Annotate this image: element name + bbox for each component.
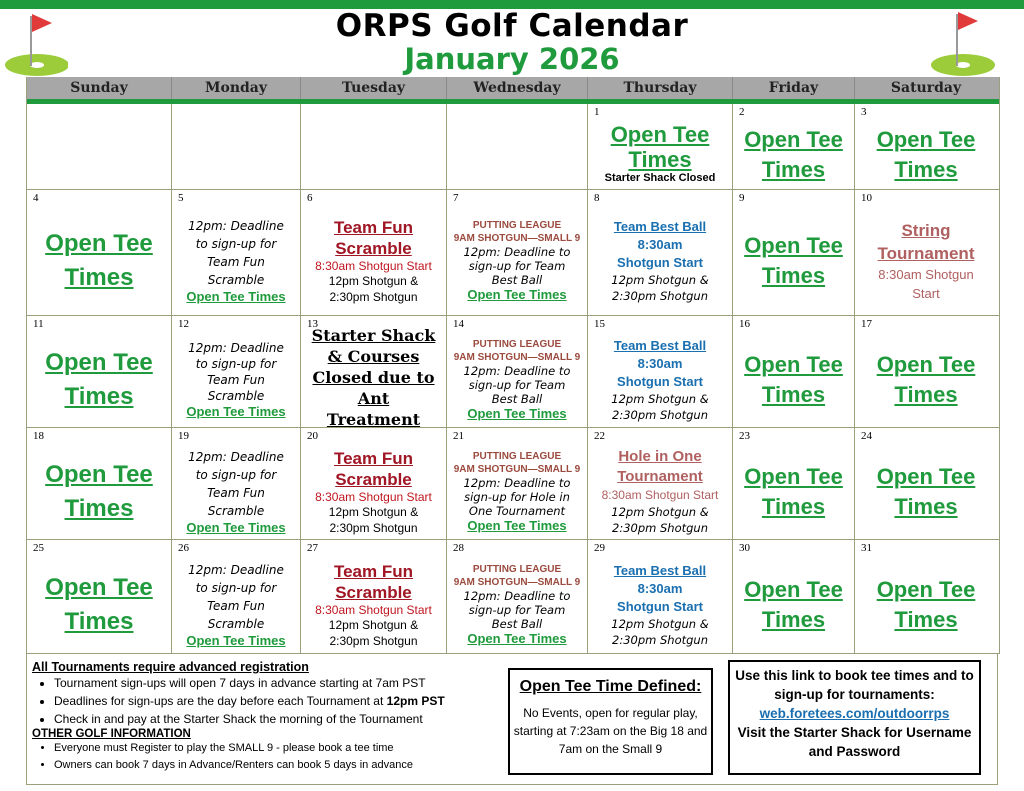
event-extra: 12pm Shotgun & 2:30pm Shotgun [611,616,709,647]
booking-link[interactable]: web.foretees.com/outdoorrps [759,706,950,721]
week-row [27,316,999,428]
open-tee-times-link[interactable]: Open Tee Times [186,520,286,535]
day-number: 17 [861,318,872,330]
day-number: 5 [178,192,184,204]
deadline-text: 12pm: Deadline to sign-up for Team Fun Scramble [188,219,284,287]
day-number: 28 [453,542,464,554]
deadline-text: 12pm: Deadline to sign-up for Team Fun Scramble [188,450,284,518]
calendar-grid [26,77,1000,654]
day-number: 25 [33,542,44,554]
open-tee-times-link[interactable]: Open Tee Times [876,351,976,407]
event-title[interactable]: Team Fun Scramble [333,561,414,602]
event-start: 8:30am Shotgun Start [601,488,719,502]
day-number: 18 [33,430,44,442]
day-cell [733,316,855,427]
event-title[interactable]: Team Best Ball [613,218,707,234]
day-cell [27,316,172,427]
day-cell [733,540,855,653]
day-cell [301,316,447,427]
day-cell [172,316,301,427]
day-number: 12 [178,318,189,330]
weekday-header [27,77,999,99]
weekday-saturday: Saturday [890,80,962,96]
weekday-tuesday: Tuesday [301,77,447,99]
day-cell [301,540,447,653]
open-tee-times-link[interactable]: Open Tee Times [45,229,153,291]
day-cell [447,316,588,427]
deadline-text: 12pm: Deadline to sign-up for Team Best Ball [463,589,571,631]
day-cell [855,540,997,653]
open-tee-defined-box [508,668,713,775]
calendar-title: ORPS Golf Calendar [335,8,689,44]
day-number: 10 [861,192,872,204]
day-cell [855,428,997,539]
day-cell [447,190,588,315]
day-cell [172,428,301,539]
day-number: 29 [594,542,605,554]
event-start: 8:30am Shotgun Start [878,266,974,301]
info-item-text: Deadlines for sign-ups are the day before each Tournament at [54,694,387,708]
day-cell [301,428,447,539]
putting-league-time: 9AM SHOTGUN—SMALL 9 [453,233,581,244]
day-cell [27,540,172,653]
calendar-month: January 2026 [404,42,620,76]
putting-league: PUTTING LEAGUE [472,339,562,350]
open-tee-times-link[interactable]: Open Tee Times [467,631,567,646]
closure-notice: Starter Shack & Courses Closed due to Ant Treatment [311,326,436,427]
day-number: 14 [453,318,464,330]
info-item: • Everyone must Register to play the SMALL 9 - please book a tee time [54,740,512,757]
event-extra: 12pm Shotgun & 2:30pm Shotgun [611,505,709,535]
day-cell [855,316,997,427]
day-number: 16 [739,318,750,330]
open-tee-times-link[interactable]: Open Tee Times [467,287,567,302]
open-tee-times-link[interactable]: Open Tee Times [744,126,843,182]
day-number: 6 [307,192,313,204]
event-title[interactable]: Team Fun Scramble [333,448,414,489]
day-cell [733,190,855,315]
open-tee-times-link[interactable]: Open Tee Times [45,573,153,635]
event-title[interactable]: Hole in One Tournament [617,448,703,485]
day-number: 21 [453,430,464,442]
day-cell [172,190,301,315]
deadline-text: 12pm: Deadline to sign-up for Team Best Ball [463,245,571,287]
event-start: 8:30am Shotgun Start [315,489,432,504]
info-item: • Owners can book 7 days in Advance/Renters can book 5 days in advance [54,757,512,774]
event-extra: 12pm Shotgun & 2:30pm Shotgun [328,504,419,535]
day-number: 3 [861,106,867,118]
day-number: 13 [307,318,318,330]
day-number: 11 [33,318,44,330]
day-cell [27,428,172,539]
tournament-info [32,660,512,774]
week-row [27,104,999,190]
open-tee-times-link[interactable]: Open Tee Times [186,633,286,648]
day-note: Starter Shack Closed [604,171,716,184]
day-cell [855,104,997,189]
open-tee-times-link[interactable]: Open Tee Times [45,460,153,522]
open-tee-times-link[interactable]: Open Tee Times [876,126,976,182]
day-number: 4 [33,192,39,204]
open-tee-times-link[interactable]: Open Tee Times [610,121,710,172]
event-start: 8:30am Shotgun Start [617,355,703,389]
event-start: 8:30am Shotgun Start [315,602,432,617]
day-cell [733,104,855,189]
day-cell [447,428,588,539]
deadline-text: 12pm: Deadline to sign-up for Team Fun Scramble [188,341,284,403]
day-number: 1 [594,106,600,118]
event-extra: 12pm Shotgun & 2:30pm Shotgun [611,391,709,422]
weekday-friday: Friday [733,77,855,99]
defined-title: Open Tee Time Defined: [519,678,702,695]
weekday-wednesday: Wednesday [447,77,588,99]
putting-league-time: 9AM SHOTGUN—SMALL 9 [453,464,581,475]
info-item: • Tournament sign-ups will open 7 days in advance starting at 7am PST [54,674,512,692]
day-cell [588,104,733,189]
day-number: 26 [178,542,189,554]
day-cell [588,190,733,315]
day-cell-empty [301,104,447,189]
day-number: 19 [178,430,189,442]
day-number: 8 [594,192,600,204]
day-cell [447,540,588,653]
day-cell [588,316,733,427]
day-number: 27 [307,542,318,554]
week-row [27,428,999,540]
event-title[interactable]: Team Best Ball [613,337,707,353]
open-tee-times-link[interactable]: Open Tee Times [744,351,843,407]
open-tee-times-link[interactable]: Open Tee Times [876,463,976,519]
weekday-sunday: Sunday [27,77,172,99]
day-cell-empty [447,104,588,189]
day-cell [27,190,172,315]
info-heading: All Tournaments require advanced registration [32,660,309,674]
putting-league: PUTTING LEAGUE [472,451,562,462]
info-item-bold: 12pm PST [386,694,445,708]
open-tee-times-link[interactable]: Open Tee Times [467,406,567,421]
putting-league: PUTTING LEAGUE [472,220,562,231]
weekday-thursday: Thursday [588,77,733,99]
event-start: 8:30am Shotgun Start [617,580,703,614]
event-extra: 12pm Shotgun & 2:30pm Shotgun [328,617,419,648]
day-cell [855,190,997,315]
open-tee-times-link[interactable]: Open Tee Times [186,404,286,419]
day-number: 15 [594,318,605,330]
day-number: 31 [861,542,872,554]
event-start: 8:30am Shotgun Start [617,236,703,270]
booking-box [728,660,981,775]
day-number: 7 [453,192,459,204]
day-cell [301,190,447,315]
event-extra: 12pm Shotgun & 2:30pm Shotgun [611,272,709,303]
open-tee-times-link[interactable]: Open Tee Times [744,463,843,519]
day-number: 22 [594,430,605,442]
day-number: 30 [739,542,750,554]
event-extra: 12pm Shotgun & 2:30pm Shotgun [328,273,419,304]
info-panel [26,654,998,785]
info-item [54,692,512,710]
open-tee-times-link[interactable]: Open Tee Times [467,518,567,533]
putting-league-time: 9AM SHOTGUN—SMALL 9 [453,352,581,363]
deadline-text: 12pm: Deadline to sign-up for Team Best Ball [463,364,571,406]
day-number: 2 [739,106,745,118]
deadline-text: 12pm: Deadline to sign-up for Team Fun Scramble [188,563,284,631]
week-row [27,190,999,316]
open-tee-times-link[interactable]: Open Tee Times [744,576,843,632]
day-number: 9 [739,192,745,204]
weekday-monday: Monday [172,77,301,99]
open-tee-times-link[interactable]: Open Tee Times [744,232,843,288]
day-cell-empty [27,104,172,189]
event-start: 8:30am Shotgun Start [315,258,432,273]
putting-league: PUTTING LEAGUE [472,564,562,575]
booking-note: Visit the Starter Shack for Username and Password [737,725,972,759]
open-tee-times-link[interactable]: Open Tee Times [45,348,153,410]
defined-body: No Events, open for regular play, starting at 7:23am on the Big 18 and 7am on the Small 9 [513,706,708,756]
booking-text: Use this link to book tee times and to sign-up for tournaments: [735,668,974,702]
day-cell [588,540,733,653]
info-heading: OTHER GOLF INFORMATION [32,728,191,740]
event-title[interactable]: Team Best Ball [613,562,707,578]
week-row [27,540,999,654]
putting-league-time: 9AM SHOTGUN—SMALL 9 [453,577,581,588]
day-number: 24 [861,430,872,442]
day-number: 23 [739,430,750,442]
event-title[interactable]: String Tournament [877,220,975,263]
day-cell [172,540,301,653]
day-cell [588,428,733,539]
open-tee-times-link[interactable]: Open Tee Times [876,576,976,632]
deadline-text: 12pm: Deadline to sign-up for Hole in One Tournament [463,476,571,518]
info-item: • Check in and pay at the Starter Shack the morning of the Tournament [54,710,512,728]
day-cell [733,428,855,539]
event-title[interactable]: Team Fun Scramble [333,217,414,258]
day-cell-empty [172,104,301,189]
open-tee-times-link[interactable]: Open Tee Times [186,289,286,304]
day-number: 20 [307,430,318,442]
